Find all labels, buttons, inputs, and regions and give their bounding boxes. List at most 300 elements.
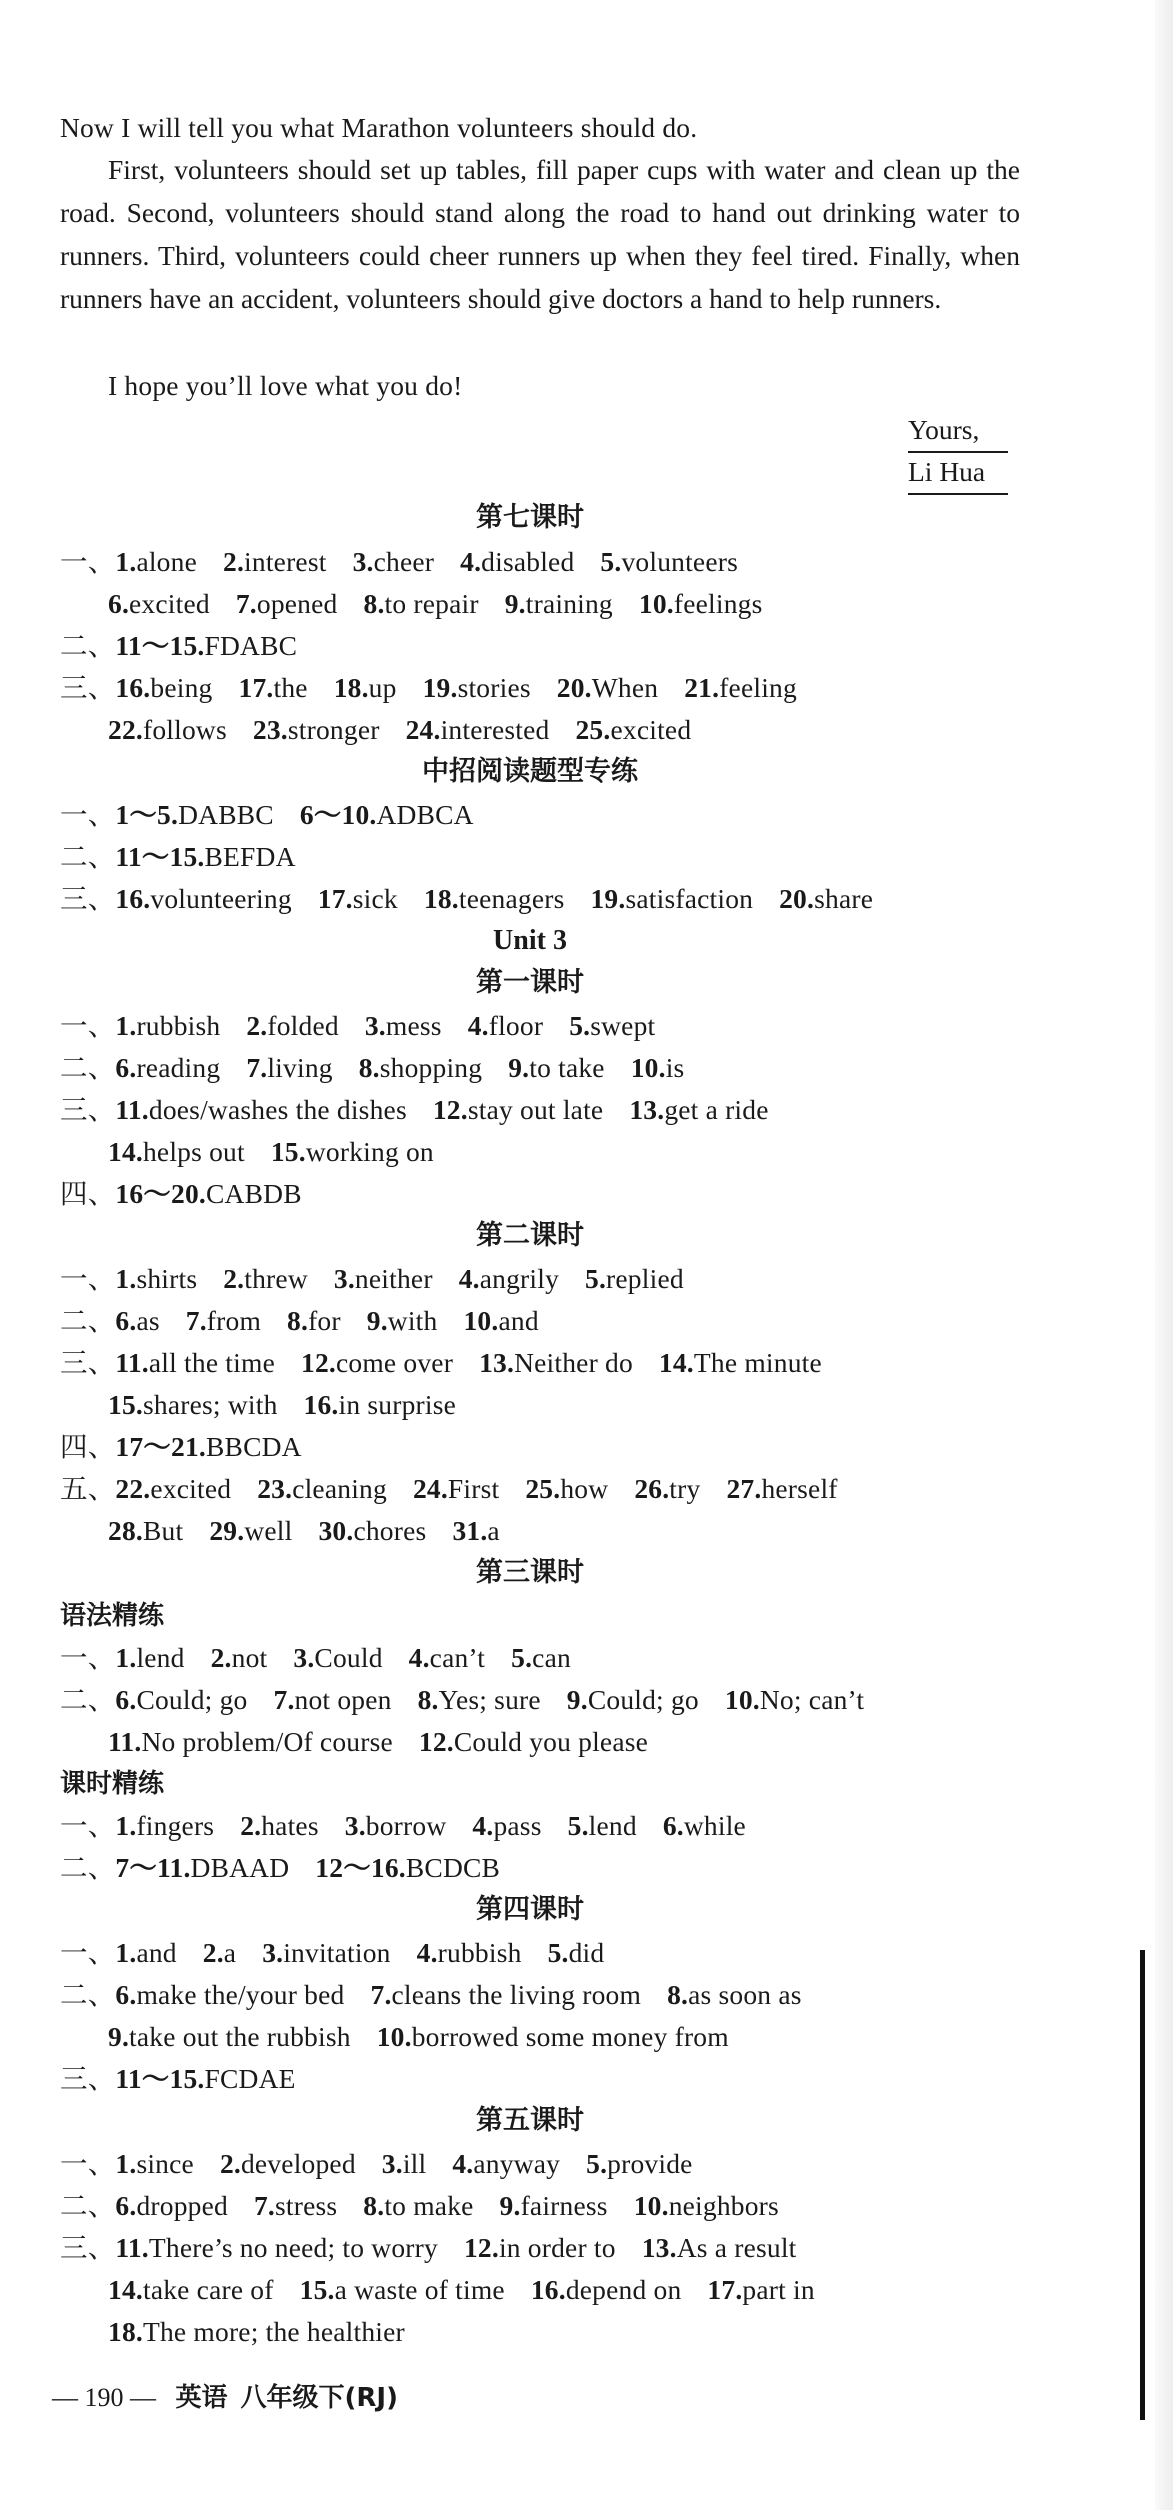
- answer-item: [364, 588, 479, 619]
- question-number: 13.: [629, 1094, 665, 1125]
- answer-text: rubbish: [136, 1010, 221, 1041]
- answer-text: shares; with: [142, 1389, 278, 1420]
- answer-text: pass: [493, 1810, 542, 1841]
- answer-item: [779, 883, 873, 914]
- section-prefix: 一、: [60, 1010, 116, 1041]
- answer-item: [115, 1684, 247, 1715]
- answer-line: [60, 1259, 710, 1299]
- answer-text: the: [273, 672, 308, 703]
- subsection-grammar: 语法精练: [60, 1601, 165, 1631]
- answer-text: FCDAE: [204, 2063, 296, 2094]
- answer-line: [60, 1680, 890, 1720]
- answer-text: excited: [610, 714, 692, 745]
- answer-item: [304, 1389, 457, 1420]
- answer-text: to take: [529, 1052, 605, 1083]
- answer-text: up: [368, 672, 397, 703]
- question-number: 3.: [344, 1810, 366, 1841]
- question-number: 20.: [779, 883, 815, 914]
- answer-text: anyway: [473, 2148, 561, 2179]
- question-number: 8.: [417, 1684, 439, 1715]
- question-number: 25.: [525, 1473, 561, 1504]
- answer-line: [108, 1385, 482, 1425]
- answer-item: [115, 1852, 289, 1883]
- answer-text: a: [487, 1515, 500, 1546]
- answer-text: reading: [136, 1052, 221, 1083]
- answer-item: [363, 2190, 473, 2221]
- question-number: 12.: [463, 2232, 499, 2263]
- answer-text: Yes; sure: [438, 1684, 541, 1715]
- answer-text: follows: [142, 714, 227, 745]
- question-number: 6.: [115, 1684, 137, 1715]
- answer-line: [60, 2059, 322, 2099]
- question-number: 1.: [115, 1937, 137, 1968]
- answer-text: interested: [440, 714, 550, 745]
- answer-line: [60, 795, 500, 835]
- answer-text: neither: [354, 1263, 433, 1294]
- answer-text: excited: [129, 588, 210, 619]
- answer-text: sick: [352, 883, 398, 914]
- question-number: 15.: [108, 1389, 143, 1420]
- answer-line: [108, 2312, 431, 2352]
- section-title-lesson1: 第一课时: [476, 967, 584, 998]
- question-number: 1.: [115, 1642, 137, 1673]
- question-number: 17.: [317, 883, 353, 914]
- answer-text: When: [591, 672, 659, 703]
- answer-item: [115, 1810, 214, 1841]
- answer-item: [108, 2274, 274, 2305]
- answer-item: [479, 1347, 633, 1378]
- answer-text: stories: [457, 672, 531, 703]
- question-number: 10.: [630, 1052, 666, 1083]
- question-number: 8.: [287, 1305, 309, 1336]
- answer-item: [634, 2190, 779, 2221]
- answer-text: First: [447, 1473, 500, 1504]
- question-number: 19.: [590, 883, 626, 914]
- section-prefix: 三、: [60, 883, 116, 914]
- answer-text: invitation: [283, 1937, 391, 1968]
- section-prefix: 四、: [60, 1178, 116, 1209]
- question-number: 2.: [202, 1937, 224, 1968]
- question-number: 6.: [115, 1052, 137, 1083]
- question-number: 1.: [115, 546, 137, 577]
- answer-item: [300, 2274, 505, 2305]
- answer-line: [60, 2228, 823, 2268]
- answer-item: [575, 714, 691, 745]
- answer-item: [417, 1937, 522, 1968]
- answer-text: As a result: [676, 2232, 797, 2263]
- answer-item: [548, 1937, 605, 1968]
- letter-body: First, volunteers should set up tables, fill paper cups with water and clean up the road. Second, volunteers should stand along the road to hand out drinking water to runners. Third, volunteers could cheer runners up when they feel tired. Finally, when runners have an accident, volunteers should give doctors a hand to help runners.: [60, 154, 1020, 314]
- answer-text: swept: [590, 1010, 656, 1041]
- answer-text: replied: [606, 1263, 684, 1294]
- section-prefix: 二、: [60, 1852, 116, 1883]
- answer-text: disabled: [481, 546, 575, 577]
- answer-line: [60, 1806, 772, 1846]
- answer-item: [115, 546, 197, 577]
- section-prefix: 五、: [60, 1473, 116, 1504]
- answer-line: [108, 1132, 460, 1172]
- page-footer: [52, 2378, 398, 2418]
- answer-text: BCDCB: [405, 1852, 501, 1883]
- answer-item: [726, 1473, 837, 1504]
- answer-text: did: [568, 1937, 605, 1968]
- answer-item: [220, 2148, 356, 2179]
- question-number: 5.: [567, 1810, 589, 1841]
- question-number: 7.: [370, 1979, 392, 2010]
- section-prefix: 二、: [60, 1979, 116, 2010]
- question-number: 16.: [115, 672, 151, 703]
- binding-edge-line: [1140, 1950, 1145, 2420]
- answer-item: [367, 1305, 438, 1336]
- question-number: 4.: [408, 1642, 430, 1673]
- section-prefix: 一、: [60, 546, 116, 577]
- question-number: 25.: [575, 714, 611, 745]
- answer-text: in order to: [498, 2232, 616, 2263]
- answer-item: [508, 1052, 605, 1083]
- answer-text: not open: [294, 1684, 392, 1715]
- answer-item: [274, 1684, 392, 1715]
- answer-text: fairness: [520, 2190, 608, 2221]
- answer-item: [452, 2148, 560, 2179]
- answer-text: while: [683, 1810, 746, 1841]
- answer-text: is: [665, 1052, 685, 1083]
- answer-item: [239, 672, 308, 703]
- answer-text: all the time: [148, 1347, 275, 1378]
- answer-line: [60, 1975, 828, 2015]
- answer-text: a: [223, 1937, 237, 1968]
- answer-item: [464, 2232, 616, 2263]
- answer-item: [334, 672, 397, 703]
- answer-text: take care of: [142, 2274, 274, 2305]
- answer-text: ADBCA: [376, 799, 474, 830]
- question-number: 5.: [586, 2148, 608, 2179]
- question-number: 14.: [658, 1347, 694, 1378]
- question-number: 2.: [210, 1642, 232, 1673]
- answer-line: [60, 1427, 328, 1467]
- answer-item: [115, 630, 297, 661]
- section-prefix: 三、: [60, 672, 116, 703]
- signature-underline: [908, 493, 1008, 495]
- answer-text: not: [231, 1642, 268, 1673]
- question-number: 30.: [318, 1515, 354, 1546]
- answer-text: angrily: [479, 1263, 560, 1294]
- answer-text: a waste of time: [334, 2274, 505, 2305]
- answer-text: does/washes the dishes: [148, 1094, 407, 1125]
- answer-text: Could: [314, 1642, 383, 1673]
- question-number: 5.: [600, 546, 622, 577]
- answer-text: stronger: [287, 714, 380, 745]
- section-prefix: 二、: [60, 841, 116, 872]
- answer-text: rubbish: [437, 1937, 522, 1968]
- answer-text: BEFDA: [204, 841, 296, 872]
- answer-item: [318, 883, 398, 914]
- answer-text: chores: [353, 1515, 427, 1546]
- question-number: 9.: [366, 1305, 388, 1336]
- answer-line: [60, 1638, 597, 1678]
- question-number: 13.: [479, 1347, 515, 1378]
- question-number: 8.: [363, 2190, 385, 2221]
- answer-item: [600, 546, 738, 577]
- section-title-lesson3: 第三课时: [476, 1557, 584, 1588]
- answer-item: [567, 1684, 699, 1715]
- letter-opening: Now I will tell you what Marathon volunteers should do.: [60, 112, 698, 143]
- question-number: 3.: [364, 1010, 386, 1041]
- answer-text: come over: [335, 1347, 454, 1378]
- answer-text: stress: [274, 2190, 338, 2221]
- question-number: 12.: [432, 1094, 468, 1125]
- question-number: 7.: [235, 588, 257, 619]
- answer-text: neighbors: [668, 2190, 779, 2221]
- answer-item: [365, 1010, 442, 1041]
- question-number: 3.: [352, 546, 374, 577]
- answer-item: [634, 1473, 700, 1504]
- question-number: 13.: [641, 2232, 677, 2263]
- answer-item: [115, 1431, 301, 1462]
- answer-text: cheer: [373, 546, 435, 577]
- section-prefix: 二、: [60, 2190, 116, 2221]
- question-number: 23.: [252, 714, 288, 745]
- answer-item: [115, 1473, 231, 1504]
- answer-text: make the/your bed: [136, 1979, 345, 2010]
- question-number: 16～20.: [115, 1178, 206, 1209]
- question-number: 5.: [511, 1642, 533, 1673]
- answer-item: [223, 546, 327, 577]
- answer-item: [108, 1515, 183, 1546]
- answer-text: from: [206, 1305, 262, 1336]
- answer-item: [631, 1052, 685, 1083]
- answer-text: and: [136, 1937, 177, 1968]
- question-number: 15.: [299, 2274, 335, 2305]
- question-number: 18.: [423, 883, 459, 914]
- answer-item: [377, 2021, 729, 2052]
- answer-item: [115, 2148, 194, 2179]
- answer-item: [531, 2274, 682, 2305]
- question-number: 23.: [257, 1473, 293, 1504]
- answer-item: [418, 1684, 541, 1715]
- section-prefix: 一、: [60, 2148, 116, 2179]
- answer-item: [569, 1010, 655, 1041]
- question-number: 11.: [115, 1347, 149, 1378]
- section-title-lesson4: 第四课时: [476, 1894, 584, 1925]
- answer-item: [406, 714, 550, 745]
- section-prefix: 二、: [60, 1684, 116, 1715]
- answer-item: [223, 1263, 308, 1294]
- question-number: 11～15.: [115, 630, 205, 661]
- answer-item: [115, 883, 291, 914]
- question-number: 9.: [566, 1684, 588, 1715]
- answer-text: volunteers: [621, 546, 739, 577]
- answer-item: [115, 1094, 406, 1125]
- answer-item: [667, 1979, 802, 2010]
- answer-text: part in: [742, 2274, 815, 2305]
- question-number: 4.: [452, 2148, 474, 2179]
- question-number: 9.: [499, 2190, 521, 2221]
- answer-item: [505, 588, 613, 619]
- answer-text: excited: [150, 1473, 232, 1504]
- letter-signature: Li Hua: [908, 456, 986, 487]
- answer-text: mess: [385, 1010, 442, 1041]
- question-number: 5.: [585, 1263, 607, 1294]
- answer-text: DBAAD: [190, 1852, 290, 1883]
- answer-item: [334, 1263, 433, 1294]
- answer-text: floor: [488, 1010, 544, 1041]
- answer-item: [525, 1473, 608, 1504]
- answer-text: well: [244, 1515, 293, 1546]
- answer-item: [413, 1473, 499, 1504]
- answer-text: try: [669, 1473, 701, 1504]
- subsection-lesson-practice: 课时精练: [60, 1769, 165, 1799]
- section-prefix: 一、: [60, 1642, 116, 1673]
- answer-text: since: [136, 2148, 194, 2179]
- answer-text: opened: [256, 588, 338, 619]
- answer-item: [246, 1052, 332, 1083]
- section-title-lesson2: 第二课时: [476, 1220, 584, 1251]
- answer-text: Could; go: [136, 1684, 248, 1715]
- question-number: 4.: [467, 1010, 489, 1041]
- answer-line: [60, 2186, 805, 2226]
- question-number: 27.: [726, 1473, 762, 1504]
- question-number: 10.: [724, 1684, 760, 1715]
- question-number: 16.: [303, 1389, 339, 1420]
- answer-text: lend: [136, 1642, 185, 1673]
- question-number: 12.: [418, 1726, 454, 1757]
- answer-item: [707, 2274, 814, 2305]
- question-number: 18.: [108, 2316, 143, 2347]
- answer-item: [557, 672, 658, 703]
- question-number: 29.: [209, 1515, 245, 1546]
- answer-item: [115, 2190, 228, 2221]
- answer-text: in surprise: [338, 1389, 457, 1420]
- question-number: 2.: [246, 1010, 268, 1041]
- question-number: 20.: [556, 672, 592, 703]
- answer-text: The more; the healthier: [142, 2316, 405, 2347]
- answer-line: [60, 2144, 719, 2184]
- question-number: 21.: [684, 672, 720, 703]
- answer-text: cleaning: [292, 1473, 387, 1504]
- question-number: 6～10.: [299, 799, 377, 830]
- answer-item: [663, 1810, 746, 1841]
- answer-line: [60, 668, 823, 708]
- answer-item: [642, 2232, 797, 2263]
- answer-line: [60, 879, 899, 919]
- answer-item: [590, 883, 753, 914]
- answer-text: depend on: [565, 2274, 682, 2305]
- answer-item: [293, 1642, 382, 1673]
- answer-item: [115, 2232, 438, 2263]
- question-number: 18.: [333, 672, 369, 703]
- question-number: 7.: [253, 2190, 275, 2221]
- answer-item: [271, 1136, 434, 1167]
- answer-item: [460, 546, 574, 577]
- answer-item: [115, 1010, 220, 1041]
- answer-line: [60, 837, 322, 877]
- answer-text: get a ride: [664, 1094, 769, 1125]
- answer-text: No; can’t: [759, 1684, 865, 1715]
- question-number: 6.: [108, 588, 130, 619]
- answer-line: [60, 1048, 710, 1088]
- answer-item: [629, 1094, 768, 1125]
- answer-text: No problem/Of course: [141, 1726, 393, 1757]
- answer-text: cleans the living room: [391, 1979, 642, 2010]
- question-number: 17.: [238, 672, 274, 703]
- question-number: 31.: [452, 1515, 488, 1546]
- answer-item: [257, 1473, 387, 1504]
- question-number: 9.: [508, 1052, 530, 1083]
- answer-text: teenagers: [458, 883, 565, 914]
- answer-item: [108, 1726, 393, 1757]
- answer-item: [300, 799, 474, 830]
- answer-text: share: [814, 883, 874, 914]
- page-number: — 190 —: [52, 2383, 156, 2412]
- answer-text: dropped: [136, 2190, 228, 2221]
- answer-item: [315, 1852, 500, 1883]
- answer-line: [60, 1174, 328, 1214]
- answer-text: Could; go: [587, 1684, 699, 1715]
- answer-item: [211, 1642, 268, 1673]
- answer-item: [287, 1305, 341, 1336]
- question-number: 7.: [185, 1305, 207, 1336]
- answer-item: [253, 714, 380, 745]
- answer-line: [60, 1933, 630, 1973]
- footer-subject: 英语: [175, 2383, 228, 2413]
- answer-text: shirts: [136, 1263, 198, 1294]
- question-number: 15.: [270, 1136, 306, 1167]
- question-number: 16.: [115, 883, 151, 914]
- section-prefix: 二、: [60, 1052, 116, 1083]
- question-number: 8.: [667, 1979, 689, 2010]
- answer-item: [115, 2063, 295, 2094]
- footer-grade: 八年级下(RJ): [240, 2383, 398, 2413]
- question-number: 6.: [115, 1979, 137, 2010]
- answer-item: [463, 1305, 538, 1336]
- answer-text: CABDB: [205, 1178, 302, 1209]
- answer-item: [586, 2148, 692, 2179]
- section-prefix: 三、: [60, 2232, 116, 2263]
- question-number: 6.: [662, 1810, 684, 1841]
- question-number: 16.: [530, 2274, 566, 2305]
- question-number: 9.: [108, 2021, 130, 2052]
- question-number: 11.: [108, 1726, 142, 1757]
- answer-item: [236, 588, 338, 619]
- answer-text: Could you please: [453, 1726, 649, 1757]
- answer-item: [725, 1684, 864, 1715]
- answer-text: hates: [261, 1810, 319, 1841]
- question-number: 1.: [115, 2148, 137, 2179]
- answer-item: [353, 546, 435, 577]
- answer-item: [684, 672, 797, 703]
- letter-sign-off: Yours,: [908, 414, 980, 445]
- answer-item: [472, 1810, 541, 1841]
- question-number: 11～15.: [115, 2063, 205, 2094]
- answer-text: satisfaction: [625, 883, 754, 914]
- answer-line: [108, 1511, 526, 1551]
- answer-text: There’s no need; to worry: [148, 2232, 438, 2263]
- section-prefix: 三、: [60, 2063, 116, 2094]
- answer-text: as soon as: [688, 1979, 802, 2010]
- answer-item: [115, 672, 212, 703]
- question-number: 2.: [223, 546, 245, 577]
- answer-text: The minute: [693, 1347, 822, 1378]
- answer-item: [359, 1052, 482, 1083]
- answer-item: [318, 1515, 426, 1546]
- answer-item: [115, 799, 273, 830]
- answer-item: [500, 2190, 608, 2221]
- answer-text: interest: [244, 546, 327, 577]
- answer-item: [115, 1263, 197, 1294]
- answer-item: [459, 1263, 559, 1294]
- answer-item: [423, 672, 531, 703]
- section-prefix: 二、: [60, 1305, 116, 1336]
